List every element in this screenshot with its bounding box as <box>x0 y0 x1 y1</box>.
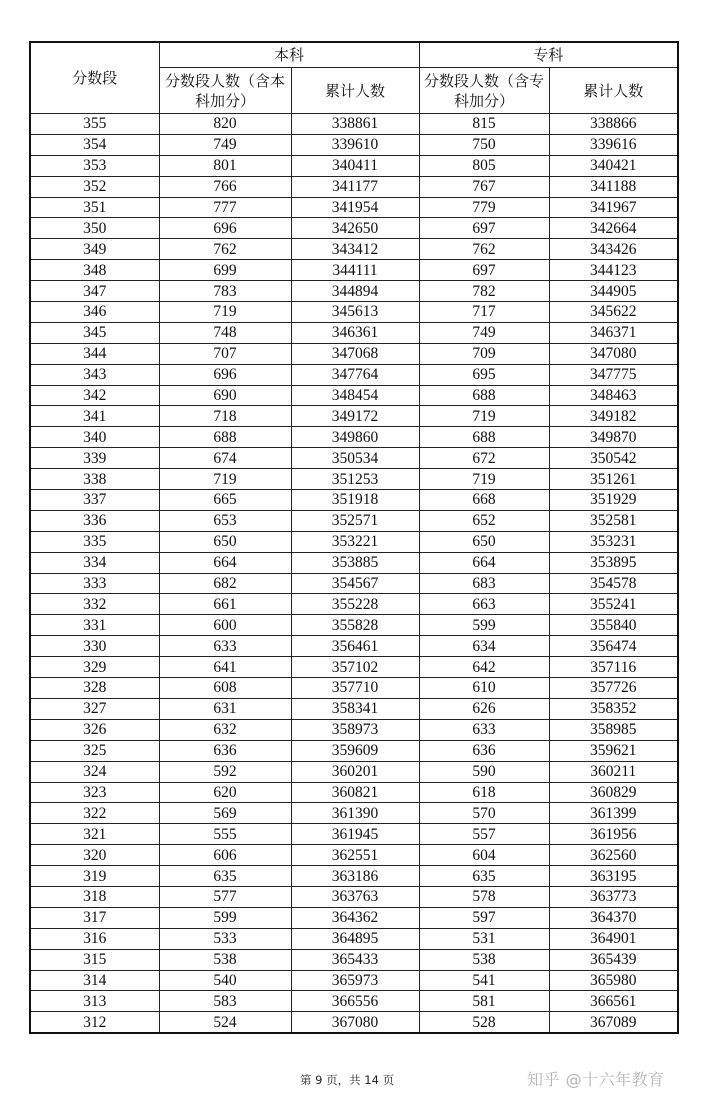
cell-score: 339 <box>30 448 159 469</box>
cell-benke-count: 632 <box>159 719 291 740</box>
cell-benke-cumulative: 364362 <box>291 907 419 928</box>
cell-benke-count: 606 <box>159 845 291 866</box>
table-row <box>30 302 678 323</box>
cell-benke-cumulative: 346361 <box>291 322 419 343</box>
cell-zhuanke-cumulative: 349870 <box>549 427 678 448</box>
table-row <box>30 427 678 448</box>
cell-zhuanke-cumulative: 358352 <box>549 698 678 719</box>
cell-score: 355 <box>30 114 159 135</box>
cell-zhuanke-cumulative: 354578 <box>549 573 678 594</box>
table-row <box>30 155 678 176</box>
cell-benke-cumulative: 345613 <box>291 302 419 323</box>
cell-score: 314 <box>30 970 159 991</box>
cell-zhuanke-count: 719 <box>419 406 549 427</box>
cell-benke-cumulative: 341954 <box>291 197 419 218</box>
cell-zhuanke-cumulative: 340421 <box>549 155 678 176</box>
cell-benke-count: 762 <box>159 239 291 260</box>
table-row <box>30 907 678 928</box>
cell-benke-count: 719 <box>159 302 291 323</box>
cell-zhuanke-count: 683 <box>419 573 549 594</box>
cell-zhuanke-cumulative: 361956 <box>549 824 678 845</box>
table-row <box>30 991 678 1012</box>
cell-score: 325 <box>30 740 159 761</box>
cell-zhuanke-count: 557 <box>419 824 549 845</box>
cell-zhuanke-cumulative: 365980 <box>549 970 678 991</box>
cell-zhuanke-count: 635 <box>419 866 549 887</box>
table-row <box>30 782 678 803</box>
cell-benke-count: 524 <box>159 1012 291 1033</box>
cell-zhuanke-count: 570 <box>419 803 549 824</box>
table-row <box>30 260 678 281</box>
table-row <box>30 636 678 657</box>
cell-benke-cumulative: 365433 <box>291 949 419 970</box>
cell-zhuanke-cumulative: 344123 <box>549 260 678 281</box>
header-group-zhuanke: 专科 <box>419 42 678 68</box>
cell-benke-cumulative: 357710 <box>291 678 419 699</box>
cell-zhuanke-cumulative: 350542 <box>549 448 678 469</box>
cell-score: 322 <box>30 803 159 824</box>
cell-benke-cumulative: 351918 <box>291 490 419 511</box>
cell-zhuanke-cumulative: 344905 <box>549 281 678 302</box>
cell-score: 328 <box>30 678 159 699</box>
cell-zhuanke-cumulative: 357116 <box>549 657 678 678</box>
cell-benke-cumulative: 360821 <box>291 782 419 803</box>
cell-zhuanke-count: 815 <box>419 114 549 135</box>
cell-zhuanke-cumulative: 342664 <box>549 218 678 239</box>
cell-score: 354 <box>30 134 159 155</box>
cell-zhuanke-count: 531 <box>419 928 549 949</box>
cell-score: 315 <box>30 949 159 970</box>
table-row <box>30 510 678 531</box>
table-row <box>30 949 678 970</box>
cell-benke-count: 665 <box>159 490 291 511</box>
cell-zhuanke-count: 779 <box>419 197 549 218</box>
cell-benke-cumulative: 344111 <box>291 260 419 281</box>
table-row <box>30 698 678 719</box>
cell-benke-count: 696 <box>159 364 291 385</box>
cell-zhuanke-count: 633 <box>419 719 549 740</box>
cell-zhuanke-cumulative: 356474 <box>549 636 678 657</box>
cell-zhuanke-cumulative: 348463 <box>549 385 678 406</box>
cell-score: 329 <box>30 657 159 678</box>
cell-benke-count: 635 <box>159 866 291 887</box>
cell-benke-count: 719 <box>159 469 291 490</box>
cell-benke-cumulative: 348454 <box>291 385 419 406</box>
table-row <box>30 573 678 594</box>
cell-benke-cumulative: 363186 <box>291 866 419 887</box>
cell-score: 353 <box>30 155 159 176</box>
cell-benke-cumulative: 347764 <box>291 364 419 385</box>
cell-zhuanke-cumulative: 364370 <box>549 907 678 928</box>
cell-score: 331 <box>30 615 159 636</box>
cell-zhuanke-cumulative: 361399 <box>549 803 678 824</box>
cell-benke-count: 718 <box>159 406 291 427</box>
cell-benke-cumulative: 358341 <box>291 698 419 719</box>
page-indicator: 第 9 页，共 14 页 <box>300 1073 395 1087</box>
table-row <box>30 531 678 552</box>
cell-benke-count: 620 <box>159 782 291 803</box>
cell-zhuanke-count: 695 <box>419 364 549 385</box>
cell-zhuanke-count: 762 <box>419 239 549 260</box>
cell-zhuanke-count: 528 <box>419 1012 549 1033</box>
cell-zhuanke-count: 642 <box>419 657 549 678</box>
cell-benke-cumulative: 347068 <box>291 343 419 364</box>
table-row <box>30 490 678 511</box>
cell-score: 312 <box>30 1012 159 1033</box>
cell-benke-count: 801 <box>159 155 291 176</box>
cell-benke-count: 688 <box>159 427 291 448</box>
cell-zhuanke-count: 697 <box>419 218 549 239</box>
cell-score: 320 <box>30 845 159 866</box>
table-row <box>30 719 678 740</box>
cell-score: 337 <box>30 490 159 511</box>
cell-score: 319 <box>30 866 159 887</box>
table-row <box>30 928 678 949</box>
cell-zhuanke-count: 578 <box>419 886 549 907</box>
cell-zhuanke-count: 688 <box>419 427 549 448</box>
cell-benke-cumulative: 341177 <box>291 176 419 197</box>
cell-benke-cumulative: 364895 <box>291 928 419 949</box>
cell-zhuanke-count: 805 <box>419 155 549 176</box>
cell-benke-cumulative: 349860 <box>291 427 419 448</box>
cell-zhuanke-count: 749 <box>419 322 549 343</box>
cell-benke-cumulative: 338861 <box>291 114 419 135</box>
cell-zhuanke-count: 672 <box>419 448 549 469</box>
table-row <box>30 197 678 218</box>
header-score-range: 分数段 <box>30 42 159 114</box>
cell-benke-count: 599 <box>159 907 291 928</box>
cell-zhuanke-cumulative: 355840 <box>549 615 678 636</box>
cell-zhuanke-count: 663 <box>419 594 549 615</box>
cell-zhuanke-cumulative: 346371 <box>549 322 678 343</box>
cell-benke-cumulative: 361390 <box>291 803 419 824</box>
cell-benke-count: 664 <box>159 552 291 573</box>
cell-zhuanke-cumulative: 345622 <box>549 302 678 323</box>
cell-zhuanke-cumulative: 352581 <box>549 510 678 531</box>
cell-score: 318 <box>30 886 159 907</box>
table-row <box>30 281 678 302</box>
cell-benke-count: 748 <box>159 322 291 343</box>
cell-zhuanke-cumulative: 364901 <box>549 928 678 949</box>
cell-zhuanke-cumulative: 358985 <box>549 719 678 740</box>
cell-benke-count: 707 <box>159 343 291 364</box>
cell-score: 341 <box>30 406 159 427</box>
cell-benke-cumulative: 342650 <box>291 218 419 239</box>
cell-benke-count: 577 <box>159 886 291 907</box>
cell-score: 316 <box>30 928 159 949</box>
cell-zhuanke-cumulative: 353231 <box>549 531 678 552</box>
watermark: 知乎 @十六年教育 <box>527 1070 665 1089</box>
cell-benke-cumulative: 357102 <box>291 657 419 678</box>
cell-benke-cumulative: 355228 <box>291 594 419 615</box>
table-row <box>30 886 678 907</box>
cell-score: 333 <box>30 573 159 594</box>
cell-zhuanke-count: 750 <box>419 134 549 155</box>
cell-benke-count: 600 <box>159 615 291 636</box>
cell-zhuanke-count: 636 <box>419 740 549 761</box>
cell-score: 340 <box>30 427 159 448</box>
cell-benke-count: 533 <box>159 928 291 949</box>
cell-benke-count: 777 <box>159 197 291 218</box>
cell-benke-cumulative: 360201 <box>291 761 419 782</box>
cell-benke-count: 608 <box>159 678 291 699</box>
cell-zhuanke-count: 668 <box>419 490 549 511</box>
cell-score: 327 <box>30 698 159 719</box>
cell-zhuanke-cumulative: 357726 <box>549 678 678 699</box>
cell-benke-count: 682 <box>159 573 291 594</box>
header-zhuanke-count: 分数段人数（含专科加分） <box>419 68 549 114</box>
table-row <box>30 218 678 239</box>
cell-zhuanke-count: 618 <box>419 782 549 803</box>
table-row <box>30 448 678 469</box>
table-row <box>30 740 678 761</box>
cell-benke-count: 583 <box>159 991 291 1012</box>
cell-benke-count: 766 <box>159 176 291 197</box>
cell-score: 313 <box>30 991 159 1012</box>
table-row <box>30 866 678 887</box>
cell-zhuanke-cumulative: 341188 <box>549 176 678 197</box>
cell-zhuanke-count: 538 <box>419 949 549 970</box>
cell-zhuanke-count: 709 <box>419 343 549 364</box>
cell-score: 321 <box>30 824 159 845</box>
cell-benke-count: 661 <box>159 594 291 615</box>
table-row <box>30 385 678 406</box>
cell-benke-cumulative: 353885 <box>291 552 419 573</box>
cell-zhuanke-count: 597 <box>419 907 549 928</box>
cell-zhuanke-cumulative: 363773 <box>549 886 678 907</box>
cell-zhuanke-count: 626 <box>419 698 549 719</box>
cell-zhuanke-cumulative: 351261 <box>549 469 678 490</box>
table-row <box>30 824 678 845</box>
cell-benke-count: 641 <box>159 657 291 678</box>
cell-zhuanke-count: 719 <box>419 469 549 490</box>
cell-zhuanke-count: 581 <box>419 991 549 1012</box>
cell-zhuanke-count: 717 <box>419 302 549 323</box>
cell-benke-count: 690 <box>159 385 291 406</box>
table-row <box>30 469 678 490</box>
cell-score: 345 <box>30 322 159 343</box>
cell-zhuanke-count: 604 <box>419 845 549 866</box>
cell-zhuanke-cumulative: 343426 <box>549 239 678 260</box>
cell-benke-cumulative: 359609 <box>291 740 419 761</box>
cell-zhuanke-cumulative: 349182 <box>549 406 678 427</box>
cell-zhuanke-count: 782 <box>419 281 549 302</box>
table-row <box>30 657 678 678</box>
cell-benke-cumulative: 362551 <box>291 845 419 866</box>
table-row <box>30 406 678 427</box>
cell-zhuanke-count: 652 <box>419 510 549 531</box>
cell-benke-cumulative: 351253 <box>291 469 419 490</box>
cell-benke-cumulative: 350534 <box>291 448 419 469</box>
cell-score: 342 <box>30 385 159 406</box>
cell-score: 346 <box>30 302 159 323</box>
cell-benke-count: 592 <box>159 761 291 782</box>
cell-benke-count: 696 <box>159 218 291 239</box>
cell-benke-cumulative: 354567 <box>291 573 419 594</box>
cell-score: 336 <box>30 510 159 531</box>
cell-zhuanke-cumulative: 351929 <box>549 490 678 511</box>
table-row <box>30 1012 678 1033</box>
cell-benke-cumulative: 349172 <box>291 406 419 427</box>
cell-benke-cumulative: 353221 <box>291 531 419 552</box>
cell-benke-count: 555 <box>159 824 291 845</box>
cell-zhuanke-cumulative: 341967 <box>549 197 678 218</box>
table-row <box>30 970 678 991</box>
table-body <box>30 114 678 1034</box>
table-row <box>30 594 678 615</box>
cell-benke-count: 820 <box>159 114 291 135</box>
cell-zhuanke-count: 599 <box>419 615 549 636</box>
cell-score: 351 <box>30 197 159 218</box>
cell-zhuanke-cumulative: 347775 <box>549 364 678 385</box>
cell-score: 330 <box>30 636 159 657</box>
cell-benke-cumulative: 344894 <box>291 281 419 302</box>
cell-benke-cumulative: 343412 <box>291 239 419 260</box>
cell-zhuanke-cumulative: 360829 <box>549 782 678 803</box>
cell-score: 352 <box>30 176 159 197</box>
cell-zhuanke-count: 664 <box>419 552 549 573</box>
table-row <box>30 552 678 573</box>
cell-score: 338 <box>30 469 159 490</box>
table-row <box>30 678 678 699</box>
table-row <box>30 343 678 364</box>
cell-score: 348 <box>30 260 159 281</box>
cell-score: 349 <box>30 239 159 260</box>
cell-zhuanke-cumulative: 347080 <box>549 343 678 364</box>
cell-zhuanke-cumulative: 367089 <box>549 1012 678 1033</box>
cell-zhuanke-cumulative: 360211 <box>549 761 678 782</box>
score-distribution-table <box>29 41 679 1034</box>
cell-zhuanke-cumulative: 359621 <box>549 740 678 761</box>
cell-score: 332 <box>30 594 159 615</box>
table-row <box>30 615 678 636</box>
cell-zhuanke-cumulative: 338866 <box>549 114 678 135</box>
cell-score: 326 <box>30 719 159 740</box>
cell-zhuanke-count: 650 <box>419 531 549 552</box>
cell-benke-cumulative: 355828 <box>291 615 419 636</box>
table-row <box>30 239 678 260</box>
table-row <box>30 364 678 385</box>
cell-benke-cumulative: 363763 <box>291 886 419 907</box>
cell-zhuanke-count: 541 <box>419 970 549 991</box>
cell-zhuanke-cumulative: 355241 <box>549 594 678 615</box>
cell-benke-count: 674 <box>159 448 291 469</box>
cell-zhuanke-count: 610 <box>419 678 549 699</box>
cell-benke-count: 699 <box>159 260 291 281</box>
cell-benke-count: 653 <box>159 510 291 531</box>
cell-zhuanke-cumulative: 362560 <box>549 845 678 866</box>
cell-benke-count: 650 <box>159 531 291 552</box>
cell-score: 350 <box>30 218 159 239</box>
cell-benke-count: 538 <box>159 949 291 970</box>
cell-zhuanke-count: 697 <box>419 260 549 281</box>
cell-zhuanke-cumulative: 365439 <box>549 949 678 970</box>
cell-zhuanke-count: 688 <box>419 385 549 406</box>
cell-score: 335 <box>30 531 159 552</box>
cell-score: 344 <box>30 343 159 364</box>
table-row <box>30 134 678 155</box>
cell-zhuanke-cumulative: 353895 <box>549 552 678 573</box>
cell-zhuanke-cumulative: 339616 <box>549 134 678 155</box>
table-row <box>30 176 678 197</box>
cell-benke-count: 633 <box>159 636 291 657</box>
cell-zhuanke-count: 634 <box>419 636 549 657</box>
table-row <box>30 845 678 866</box>
header-benke-count: 分数段人数（含本科加分） <box>159 68 291 114</box>
cell-zhuanke-cumulative: 366561 <box>549 991 678 1012</box>
cell-zhuanke-count: 590 <box>419 761 549 782</box>
cell-benke-cumulative: 361945 <box>291 824 419 845</box>
cell-benke-count: 783 <box>159 281 291 302</box>
table-row <box>30 322 678 343</box>
cell-benke-cumulative: 367080 <box>291 1012 419 1033</box>
cell-benke-count: 631 <box>159 698 291 719</box>
cell-benke-count: 749 <box>159 134 291 155</box>
cell-score: 317 <box>30 907 159 928</box>
table-row <box>30 761 678 782</box>
cell-score: 324 <box>30 761 159 782</box>
cell-benke-cumulative: 356461 <box>291 636 419 657</box>
cell-benke-cumulative: 352571 <box>291 510 419 531</box>
cell-zhuanke-cumulative: 363195 <box>549 866 678 887</box>
table-row <box>30 114 678 135</box>
cell-score: 334 <box>30 552 159 573</box>
cell-score: 343 <box>30 364 159 385</box>
cell-benke-count: 569 <box>159 803 291 824</box>
header-zhuanke-cumulative: 累计人数 <box>549 68 678 114</box>
cell-score: 323 <box>30 782 159 803</box>
header-benke-cumulative: 累计人数 <box>291 68 419 114</box>
cell-benke-cumulative: 340411 <box>291 155 419 176</box>
cell-benke-cumulative: 339610 <box>291 134 419 155</box>
cell-zhuanke-count: 767 <box>419 176 549 197</box>
cell-score: 347 <box>30 281 159 302</box>
cell-benke-cumulative: 366556 <box>291 991 419 1012</box>
cell-benke-cumulative: 365973 <box>291 970 419 991</box>
cell-benke-count: 540 <box>159 970 291 991</box>
table-row <box>30 803 678 824</box>
cell-benke-cumulative: 358973 <box>291 719 419 740</box>
header-group-benke: 本科 <box>159 42 419 68</box>
cell-benke-count: 636 <box>159 740 291 761</box>
